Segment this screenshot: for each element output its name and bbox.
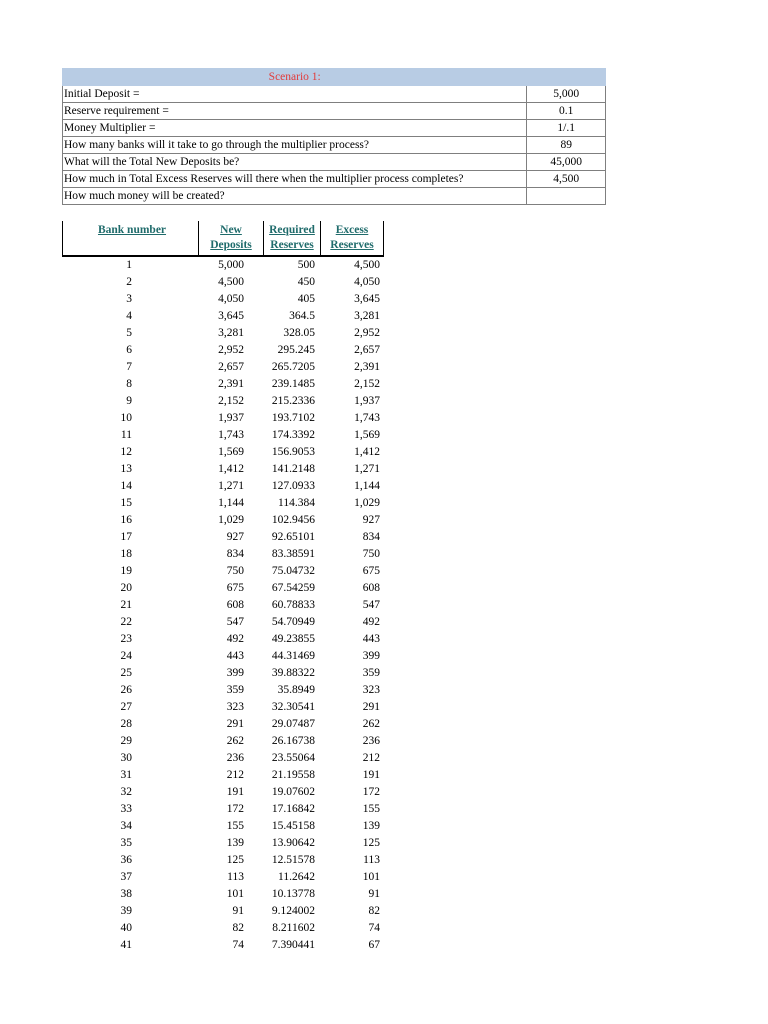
scenario-row (63, 120, 606, 137)
header-excess-reserves (322, 223, 382, 257)
header-divider (198, 221, 199, 255)
scenario-question: How much in Total Excess Reserves will there when the multiplier process completes? (63, 171, 527, 188)
required-reserves-cell: 60.78833 (271, 599, 315, 611)
scenario-answer: 45,000 (527, 154, 606, 171)
required-reserves-cell: 141.2148 (271, 463, 315, 475)
table-row (62, 444, 384, 461)
table-row (62, 393, 384, 410)
table-row (62, 427, 384, 444)
new-deposits-cell: 125 (226, 854, 244, 866)
table-row (62, 274, 384, 291)
bank-number-cell: 32 (120, 786, 132, 798)
new-deposits-cell: 2,952 (218, 344, 244, 356)
table-row (62, 563, 384, 580)
bank-number-cell: 2 (126, 276, 132, 288)
table-row (62, 529, 384, 546)
new-deposits-cell: 1,029 (218, 514, 244, 526)
table-row (62, 291, 384, 308)
scenario-answer: 89 (527, 137, 606, 154)
bank-number-cell: 19 (120, 565, 132, 577)
required-reserves-cell: 102.9456 (271, 514, 315, 526)
excess-reserves-cell: 4,500 (354, 259, 380, 271)
bank-number-cell: 13 (120, 463, 132, 475)
required-reserves-cell: 193.7102 (271, 412, 315, 424)
bank-number-cell: 12 (120, 446, 132, 458)
excess-reserves-cell: 323 (362, 684, 380, 696)
bank-number-cell: 24 (120, 650, 132, 662)
scenario-question: Initial Deposit = (63, 86, 527, 103)
new-deposits-cell: 1,144 (218, 497, 244, 509)
required-reserves-cell: 49.23855 (271, 633, 315, 645)
excess-reserves-cell: 1,144 (354, 480, 380, 492)
header-excess-line1: Excess (335, 224, 369, 236)
scenario-table (62, 68, 606, 205)
required-reserves-cell: 29.07487 (271, 718, 315, 730)
new-deposits-cell: 3,645 (218, 310, 244, 322)
new-deposits-cell: 750 (226, 565, 244, 577)
excess-reserves-cell: 3,645 (354, 293, 380, 305)
bank-number-cell: 22 (120, 616, 132, 628)
new-deposits-cell: 323 (226, 701, 244, 713)
bank-number-cell: 7 (126, 361, 132, 373)
new-deposits-cell: 2,391 (218, 378, 244, 390)
excess-reserves-cell: 750 (362, 548, 380, 560)
table-row (62, 495, 384, 512)
header-bank-number: Bank number (97, 224, 167, 236)
new-deposits-cell: 547 (226, 616, 244, 628)
required-reserves-cell: 32.30541 (271, 701, 315, 713)
required-reserves-cell: 67.54259 (271, 582, 315, 594)
required-reserves-cell: 364.5 (289, 310, 315, 322)
excess-reserves-cell: 262 (362, 718, 380, 730)
excess-reserves-cell: 547 (362, 599, 380, 611)
bank-number-cell: 25 (120, 667, 132, 679)
scenario-question: How much money will be created? (63, 188, 527, 205)
required-reserves-cell: 127.0933 (271, 480, 315, 492)
header-divider (383, 221, 384, 255)
scenario-row (63, 103, 606, 120)
excess-reserves-cell: 125 (362, 837, 380, 849)
excess-reserves-cell: 1,029 (354, 497, 380, 509)
scenario-answer: 0.1 (527, 103, 606, 120)
excess-reserves-cell: 443 (362, 633, 380, 645)
required-reserves-cell: 114.384 (278, 497, 315, 509)
new-deposits-cell: 4,500 (218, 276, 244, 288)
header-new-deposits-line2: Deposits (210, 239, 252, 251)
excess-reserves-cell: 74 (368, 922, 380, 934)
required-reserves-cell: 11.2642 (278, 871, 315, 883)
new-deposits-cell: 5,000 (218, 259, 244, 271)
new-deposits-cell: 2,152 (218, 395, 244, 407)
excess-reserves-cell: 2,152 (354, 378, 380, 390)
new-deposits-cell: 74 (232, 939, 244, 951)
bank-table-body (62, 257, 384, 954)
bank-number-cell: 38 (120, 888, 132, 900)
table-row (62, 801, 384, 818)
scenario-question: What will the Total New Deposits be? (63, 154, 527, 171)
bank-number-cell: 16 (120, 514, 132, 526)
table-row (62, 699, 384, 716)
bank-number-cell: 15 (120, 497, 132, 509)
bank-number-cell: 21 (120, 599, 132, 611)
scenario-row (63, 188, 606, 205)
bank-number-cell: 4 (126, 310, 132, 322)
new-deposits-cell: 443 (226, 650, 244, 662)
header-new-deposits (200, 223, 262, 257)
required-reserves-cell: 44.31469 (271, 650, 315, 662)
bank-number-cell: 9 (126, 395, 132, 407)
table-row (62, 937, 384, 954)
table-row (62, 308, 384, 325)
required-reserves-cell: 26.16738 (271, 735, 315, 747)
excess-reserves-cell: 1,743 (354, 412, 380, 424)
bank-number-cell: 29 (120, 735, 132, 747)
excess-reserves-cell: 101 (362, 871, 380, 883)
bank-number-cell: 26 (120, 684, 132, 696)
excess-reserves-cell: 359 (362, 667, 380, 679)
scenario-row (63, 86, 606, 103)
excess-reserves-cell: 1,937 (354, 395, 380, 407)
required-reserves-cell: 405 (297, 293, 315, 305)
new-deposits-cell: 236 (226, 752, 244, 764)
bank-number-cell: 40 (120, 922, 132, 934)
required-reserves-cell: 215.2336 (271, 395, 315, 407)
table-row (62, 835, 384, 852)
bank-number-cell: 34 (120, 820, 132, 832)
required-reserves-cell: 156.9053 (271, 446, 315, 458)
required-reserves-cell: 54.70949 (271, 616, 315, 628)
table-row (62, 257, 384, 274)
required-reserves-cell: 328.05 (283, 327, 315, 339)
table-row (62, 648, 384, 665)
table-row (62, 359, 384, 376)
new-deposits-cell: 1,412 (218, 463, 244, 475)
scenario-row (63, 171, 606, 188)
scenario-question: How many banks will it take to go through the multiplier process? (63, 137, 527, 154)
table-row (62, 733, 384, 750)
scenario-answer: 5,000 (527, 86, 606, 103)
table-row (62, 461, 384, 478)
bank-number-cell: 36 (120, 854, 132, 866)
header-divider (320, 221, 321, 255)
table-row (62, 682, 384, 699)
excess-reserves-cell: 3,281 (354, 310, 380, 322)
table-row (62, 325, 384, 342)
excess-reserves-cell: 191 (362, 769, 380, 781)
required-reserves-cell: 92.65101 (271, 531, 315, 543)
scenario-answer: 1/.1 (527, 120, 606, 137)
table-row (62, 784, 384, 801)
excess-reserves-cell: 399 (362, 650, 380, 662)
new-deposits-cell: 608 (226, 599, 244, 611)
bank-number-cell: 31 (120, 769, 132, 781)
bank-number-cell: 17 (120, 531, 132, 543)
bank-number-cell: 23 (120, 633, 132, 645)
required-reserves-cell: 13.90642 (271, 837, 315, 849)
bank-number-cell: 14 (120, 480, 132, 492)
bank-number-cell: 11 (120, 429, 132, 441)
new-deposits-cell: 492 (226, 633, 244, 645)
table-row (62, 767, 384, 784)
excess-reserves-cell: 172 (362, 786, 380, 798)
scenario-title-spacer (527, 69, 606, 86)
excess-reserves-cell: 2,391 (354, 361, 380, 373)
table-row (62, 869, 384, 886)
header-divider (62, 221, 63, 255)
required-reserves-cell: 174.3392 (271, 429, 315, 441)
table-row (62, 597, 384, 614)
bank-number-cell: 28 (120, 718, 132, 730)
bank-number-cell: 35 (120, 837, 132, 849)
bank-number-cell: 33 (120, 803, 132, 815)
table-row (62, 852, 384, 869)
header-required-reserves (264, 223, 320, 257)
bank-number-cell: 30 (120, 752, 132, 764)
required-reserves-cell: 12.51578 (271, 854, 315, 866)
table-row (62, 614, 384, 631)
bank-number-cell: 18 (120, 548, 132, 560)
bank-number-cell: 6 (126, 344, 132, 356)
required-reserves-cell: 15.45158 (271, 820, 315, 832)
excess-reserves-cell: 82 (368, 905, 380, 917)
new-deposits-cell: 399 (226, 667, 244, 679)
table-row (62, 546, 384, 563)
required-reserves-cell: 295.245 (277, 344, 315, 356)
bank-number-cell: 8 (126, 378, 132, 390)
scenario-row (63, 154, 606, 171)
new-deposits-cell: 1,271 (218, 480, 244, 492)
required-reserves-cell: 83.38591 (271, 548, 315, 560)
header-required-line2: Reserves (270, 239, 314, 251)
new-deposits-cell: 191 (226, 786, 244, 798)
scenario-row (63, 137, 606, 154)
excess-reserves-cell: 236 (362, 735, 380, 747)
new-deposits-cell: 359 (226, 684, 244, 696)
excess-reserves-cell: 155 (362, 803, 380, 815)
required-reserves-cell: 7.390441 (271, 939, 315, 951)
new-deposits-cell: 101 (226, 888, 244, 900)
bank-number-cell: 20 (120, 582, 132, 594)
excess-reserves-cell: 2,657 (354, 344, 380, 356)
bank-table-header (62, 221, 384, 257)
table-row (62, 818, 384, 835)
header-new-deposits-line1: New (220, 224, 242, 236)
required-reserves-cell: 21.19558 (271, 769, 315, 781)
new-deposits-cell: 1,937 (218, 412, 244, 424)
new-deposits-cell: 834 (226, 548, 244, 560)
excess-reserves-cell: 1,569 (354, 429, 380, 441)
required-reserves-cell: 39.88322 (271, 667, 315, 679)
new-deposits-cell: 3,281 (218, 327, 244, 339)
bank-number-cell: 10 (120, 412, 132, 424)
excess-reserves-cell: 608 (362, 582, 380, 594)
required-reserves-cell: 9.124002 (271, 905, 315, 917)
scenario-question: Money Multiplier = (63, 120, 527, 137)
required-reserves-cell: 23.55064 (271, 752, 315, 764)
new-deposits-cell: 1,743 (218, 429, 244, 441)
required-reserves-cell: 500 (297, 259, 315, 271)
header-required-line1: Required (269, 224, 315, 236)
excess-reserves-cell: 91 (368, 888, 380, 900)
excess-reserves-cell: 1,412 (354, 446, 380, 458)
table-row (62, 716, 384, 733)
excess-reserves-cell: 291 (362, 701, 380, 713)
table-row (62, 580, 384, 597)
excess-reserves-cell: 113 (363, 854, 380, 866)
bank-number-cell: 3 (126, 293, 132, 305)
new-deposits-cell: 675 (226, 582, 244, 594)
scenario-question: Reserve requirement = (63, 103, 527, 120)
required-reserves-cell: 35.8949 (277, 684, 315, 696)
excess-reserves-cell: 675 (362, 565, 380, 577)
table-row (62, 376, 384, 393)
table-row (62, 665, 384, 682)
excess-reserves-cell: 927 (362, 514, 380, 526)
bank-number-cell: 37 (120, 871, 132, 883)
excess-reserves-cell: 4,050 (354, 276, 380, 288)
new-deposits-cell: 2,657 (218, 361, 244, 373)
excess-reserves-cell: 139 (362, 820, 380, 832)
table-row (62, 342, 384, 359)
new-deposits-cell: 82 (232, 922, 244, 934)
header-excess-line2: Reserves (330, 239, 374, 251)
required-reserves-cell: 450 (297, 276, 315, 288)
bank-number-cell: 27 (120, 701, 132, 713)
table-row (62, 920, 384, 937)
new-deposits-cell: 139 (226, 837, 244, 849)
bank-number-cell: 5 (126, 327, 132, 339)
new-deposits-cell: 1,569 (218, 446, 244, 458)
table-row (62, 750, 384, 767)
bank-number-cell: 39 (120, 905, 132, 917)
required-reserves-cell: 75.04732 (271, 565, 315, 577)
new-deposits-cell: 4,050 (218, 293, 244, 305)
excess-reserves-cell: 67 (368, 939, 380, 951)
required-reserves-cell: 8.211602 (272, 922, 315, 934)
new-deposits-cell: 262 (226, 735, 244, 747)
excess-reserves-cell: 212 (362, 752, 380, 764)
required-reserves-cell: 239.1485 (271, 378, 315, 390)
excess-reserves-cell: 2,952 (354, 327, 380, 339)
bank-number-cell: 41 (120, 939, 132, 951)
required-reserves-cell: 19.07602 (271, 786, 315, 798)
required-reserves-cell: 10.13778 (271, 888, 315, 900)
new-deposits-cell: 113 (227, 871, 244, 883)
table-row (62, 512, 384, 529)
table-row (62, 410, 384, 427)
excess-reserves-cell: 492 (362, 616, 380, 628)
table-row (62, 478, 384, 495)
excess-reserves-cell: 834 (362, 531, 380, 543)
scenario-title: Scenario 1: (63, 69, 527, 86)
bank-number-cell: 1 (126, 259, 132, 271)
new-deposits-cell: 927 (226, 531, 244, 543)
excess-reserves-cell: 1,271 (354, 463, 380, 475)
table-row (62, 631, 384, 648)
table-row (62, 886, 384, 903)
required-reserves-cell: 17.16842 (271, 803, 315, 815)
required-reserves-cell: 265.7205 (271, 361, 315, 373)
table-row (62, 903, 384, 920)
scenario-answer (527, 188, 606, 205)
new-deposits-cell: 172 (226, 803, 244, 815)
new-deposits-cell: 291 (226, 718, 244, 730)
new-deposits-cell: 91 (232, 905, 244, 917)
scenario-answer: 4,500 (527, 171, 606, 188)
scenario-title-row (63, 69, 606, 86)
new-deposits-cell: 155 (226, 820, 244, 832)
new-deposits-cell: 212 (226, 769, 244, 781)
